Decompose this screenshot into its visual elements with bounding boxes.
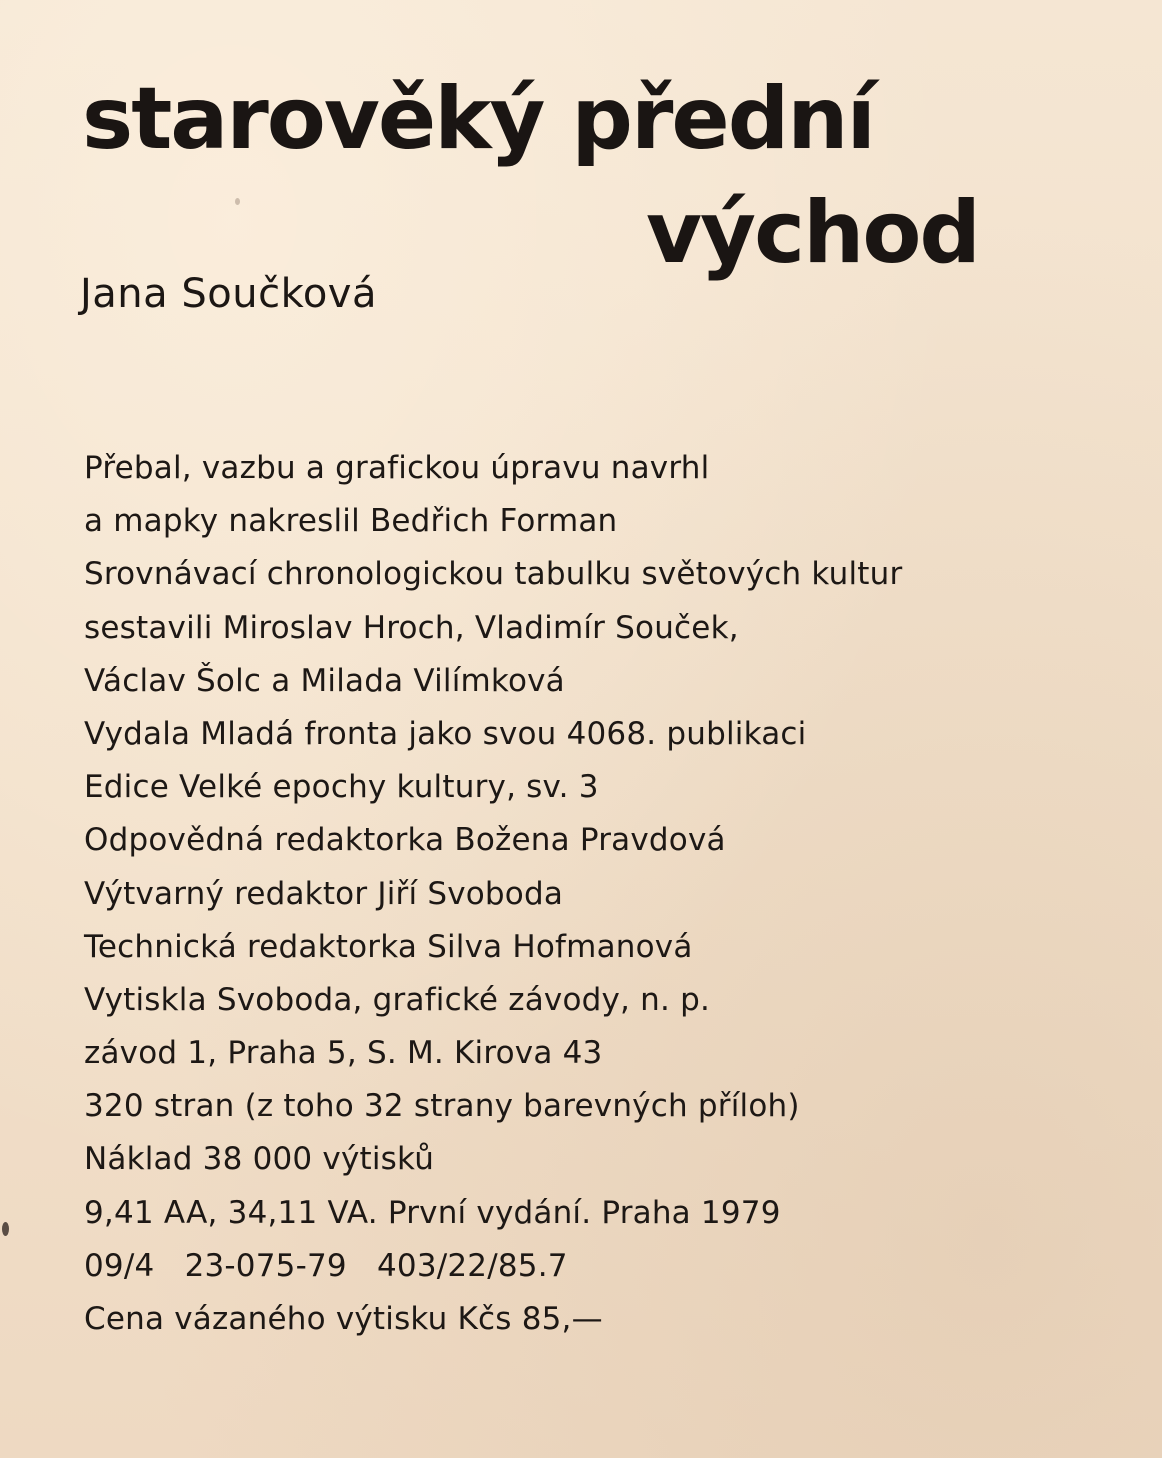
- imprint-line-codes: 09/4 23-075-79 403/22/85.7: [84, 1247, 568, 1284]
- imprint-line-art-editor: Výtvarný redaktor Jiří Svoboda: [84, 875, 564, 912]
- imprint-line-price: Cena vázaného výtisku Kčs 85,—: [84, 1301, 603, 1337]
- imprint-line-printer: Vytiskla Svoboda, grafické závody, n. p.: [84, 981, 711, 1018]
- imprint-line-chronology-table: Srovnávací chronologickou tabulku světových kultur: [84, 556, 903, 593]
- imprint-line-cover-design: Přebal, vazbu a grafickou úpravu navrhl: [84, 450, 710, 486]
- book-title-line-2: východ: [646, 183, 979, 283]
- imprint-line-compilers: sestavili Miroslav Hroch, Vladimír Souček,: [84, 609, 739, 646]
- imprint-line-printer-address: závod 1, Praha 5, S. M. Kirova 43: [84, 1035, 603, 1072]
- imprint-line-publisher: Vydala Mladá fronta jako svou 4068. publikaci: [84, 715, 807, 752]
- imprint-line-edition: 9,41 AA, 34,11 VA. První vydání. Praha 1979: [84, 1194, 781, 1231]
- imprint-line-page-count: 320 stran (z toho 32 strany barevných příloh): [84, 1088, 800, 1125]
- imprint-line-maps: a mapky nakreslil Bedřich Forman: [84, 503, 618, 540]
- imprint-line-series: Edice Velké epochy kultury, sv. 3: [84, 769, 599, 806]
- paper-speck: [2, 1222, 9, 1236]
- imprint-line-compilers-cont: Václav Šolc a Milada Vilímková: [84, 662, 565, 699]
- author-name: Jana Součková: [80, 271, 377, 317]
- imprint-line-print-run: Náklad 38 000 výtisků: [84, 1141, 435, 1178]
- book-title-line-1: starověký přední: [82, 69, 874, 169]
- imprint-line-editor: Odpovědná redaktorka Božena Pravdová: [84, 822, 726, 859]
- imprint-block: [84, 442, 902, 1346]
- imprint-line-technical-editor: Technická redaktorka Silva Hofmanová: [84, 928, 693, 965]
- paper-speck: [235, 198, 240, 205]
